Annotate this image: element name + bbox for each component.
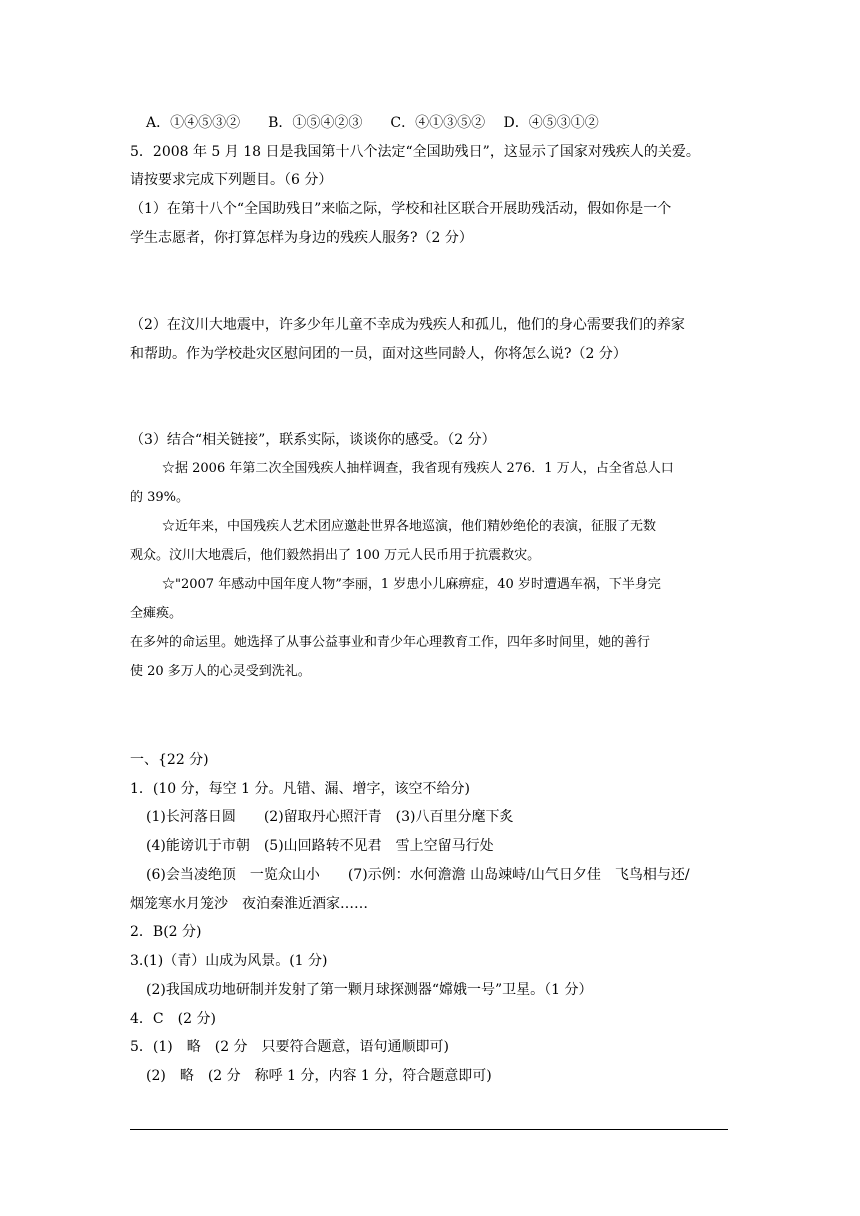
answer-3-line1: 3.(1)（青）山成为风景。(1 分) bbox=[130, 953, 328, 969]
answer-1: 1．(10 分，每空 1 分。凡错、漏、增字，该空不给分) bbox=[130, 781, 470, 797]
footer-divider bbox=[130, 1129, 728, 1130]
answer-3-line2: (2)我国成功地研制并发射了第一颗月球探测器“嫦娥一号”卫星。（1 分） bbox=[146, 982, 593, 998]
link1-line2: 的 39%。 bbox=[130, 490, 190, 505]
q5-sub1-line2: 学生志愿者，你打算怎样为身边的残疾人服务?（2 分） bbox=[130, 230, 473, 246]
answer-5-line2: (2) 略 (2 分 称呼 1 分，内容 1 分，符合题意即可) bbox=[146, 1068, 492, 1084]
q5-sub3: （3）结合“相关链接”，联系实际，谈谈你的感受。（2 分） bbox=[130, 432, 496, 448]
q5-intro-line1: 5．2008 年 5 月 18 日是我国第十八个法定“全国助残日”，这显示了国家对残疾人的关爱。 bbox=[130, 144, 700, 160]
link3-line3: 在多舛的命运里。她选择了从事公益事业和青少年心理教育工作，四年多时间里，她的善行 bbox=[130, 635, 651, 650]
q5-sub2-line2: 和帮助。作为学校赴灾区慰问团的一员，面对这些同龄人，你将怎么说?（2 分） bbox=[130, 346, 627, 362]
q5-sub2-line1: （2）在汶川大地震中，许多少年儿童不幸成为残疾人和孤儿，他们的身心需要我们的养家 bbox=[130, 317, 685, 333]
link3-line1: ☆"2007 年感动中国年度人物”李丽，1 岁患小儿麻痹症，40 岁时遭遇车祸，下半身完 bbox=[162, 577, 661, 592]
link2-line2: 观众。汶川大地震后，他们毅然捐出了 100 万元人民币用于抗震救灾。 bbox=[130, 548, 541, 563]
q5-sub1-line1: （1）在第十八个“全国助残日”来临之际，学校和社区联合开展助残活动，假如你是一个 bbox=[130, 201, 672, 217]
link1-line1: ☆据 2006 年第二次全国残疾人抽样调查，我省现有残疾人 276．1 万人，占全省总人口 bbox=[162, 461, 674, 476]
link3-line4: 使 20 多万人的心灵受到洗礼。 bbox=[130, 664, 311, 679]
answer-1-line4: 烟笼寒水月笼沙 夜泊秦淮近酒家…… bbox=[130, 896, 368, 912]
answer-2: 2．B(2 分) bbox=[130, 924, 202, 940]
link3-line2: 全瘫痪。 bbox=[130, 606, 183, 621]
answer-1-line1: (1)长河落日圆 (2)留取丹心照汗青 (3)八百里分麾下炙 bbox=[146, 809, 514, 825]
answer-4: 4．C (2 分) bbox=[130, 1011, 216, 1027]
link2-line1: ☆近年来，中国残疾人艺术团应邀赴世界各地巡演，他们精妙绝伦的表演，征服了无数 bbox=[162, 519, 657, 534]
answer-5-line1: 5．(1) 略 (2 分 只要符合题意，语句通顺即可) bbox=[130, 1039, 450, 1055]
answer-1-line2: (4)能谤讥于市朝 (5)山回路转不见君 雪上空留马行处 bbox=[146, 838, 494, 854]
answers-header: 一、{22 分) bbox=[130, 752, 209, 768]
q4-options: A．①④⑤③② B．①⑤④②③ C．④①③⑤② D．④⑤③①② bbox=[146, 115, 599, 131]
q5-intro-line2: 请按要求完成下列题目。（6 分） bbox=[130, 172, 333, 188]
answer-1-line3: (6)会当凌绝顶 一览众山小 (7)示例：水何澹澹 山岛竦峙/山气日夕佳 飞鸟相与还/ bbox=[146, 867, 690, 883]
